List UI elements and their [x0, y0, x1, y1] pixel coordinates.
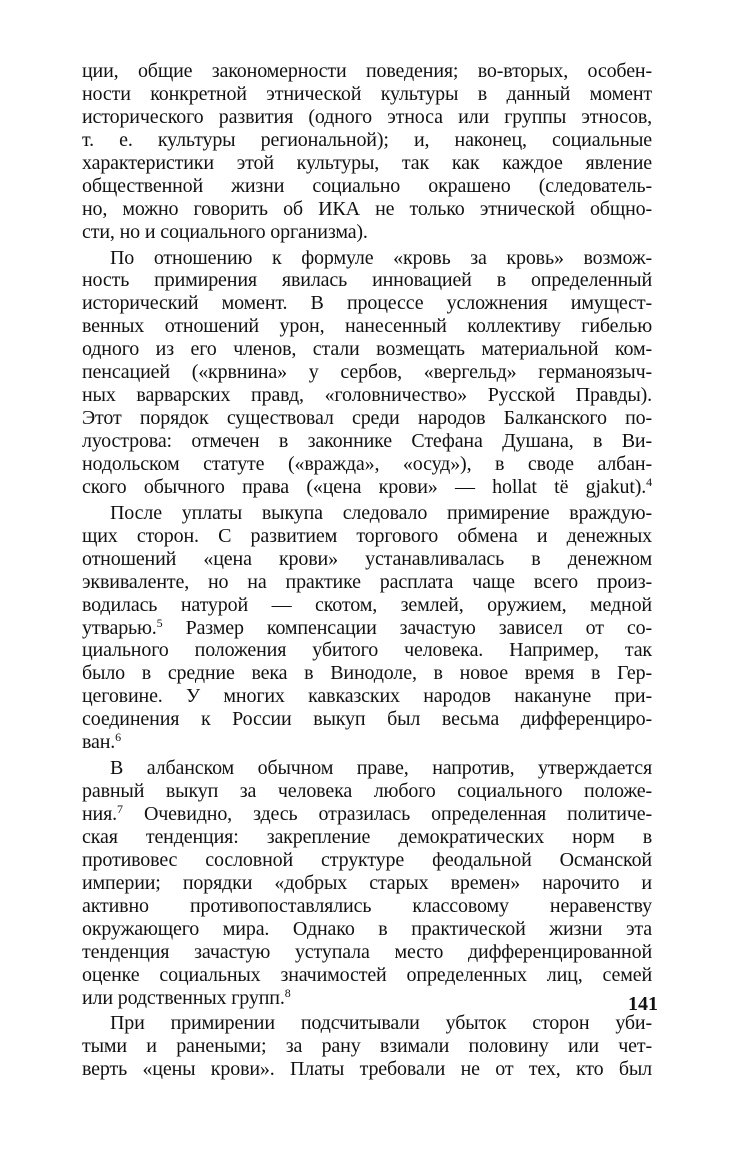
text-line: Этот порядок существовал среди народов Балканского по- [82, 407, 652, 430]
text-line: эквиваленте, но на практике расплата чаще всего произ- [82, 570, 652, 593]
text-line: оценке социальных значимостей определенных лиц, семей [82, 963, 652, 986]
text-line: но, можно говорить об ИКА не только этнической общно- [82, 197, 652, 220]
text-line: В албанском обычном праве, напротив, утверждается [110, 757, 652, 780]
paragraph-4 [82, 757, 652, 1009]
paragraph-5 [82, 1012, 652, 1081]
text-line: исторический момент. В процессе усложнения имущест- [82, 292, 652, 315]
text-line: По отношению к формуле «кровь за кровь» возмож- [110, 246, 652, 269]
text-line: сти, но и социального организма). [82, 220, 368, 243]
text-line: одного из его членов, стали возмещать материальной ком- [82, 338, 652, 361]
text-line: венных отношений урон, нанесенный коллективу гибелью [82, 315, 652, 338]
text-line: тыми и ранеными; за рану взимали половину или чет- [82, 1035, 652, 1058]
text-line: активно противопоставлялись классовому неравенству [82, 894, 652, 917]
text-line: противовес сословной структуре феодальной Османской [82, 848, 652, 871]
footnote-marker: 5 [156, 615, 163, 630]
text-line: верть «цены крови». Платы требовали не от тех, кто был [82, 1058, 652, 1081]
text-line: циального положения убитого человека. Например, так [82, 639, 652, 662]
text-line: империи; порядки «добрых старых времен» нарочито и [82, 871, 652, 894]
text-line: пенсацией («крвнина» у сербов, «вергельд» германоязыч- [82, 361, 652, 384]
text-line: ности конкретной этнической культуры в данный момент [82, 82, 652, 105]
text-line [82, 803, 652, 826]
footnote-marker: 4 [646, 474, 652, 489]
paragraph-1 [82, 60, 652, 244]
text-line: т. е. культуры региональной); и, наконец, социальные [82, 128, 652, 151]
text-line: общественной жизни социально окрашено (следователь- [82, 174, 652, 197]
text-line: ность примирения явилась инновацией в определенный [82, 269, 652, 292]
page-number: 141 [628, 993, 658, 1015]
footnote-marker: 6 [115, 730, 122, 745]
paragraph-3 [82, 502, 652, 754]
text-line: было в средние века в Винодоле, в новое время в Гер- [82, 662, 652, 685]
text-line [82, 476, 652, 499]
text-line: окружающего мира. Однако в практической жизни эта [82, 917, 652, 940]
text-line: щих сторон. С развитием торгового обмена и денежных [82, 524, 652, 547]
page-text [82, 60, 652, 1081]
text-line: соединения к России выкуп был весьма дифференциро- [82, 708, 652, 731]
text-line: цеговине. У многих кавказских народов накануне при- [82, 685, 652, 708]
text-line [82, 731, 652, 754]
text-fragment: ван. [82, 731, 116, 754]
text-fragment: или родственных групп. [82, 986, 285, 1009]
text-fragment: Размер компенсации зачастую зависел от со- [162, 616, 652, 639]
text-fragment: утварью. [82, 616, 157, 639]
footnote-marker: 7 [117, 802, 123, 816]
text-line: отношений «цена крови» устанавливалась в денежном [82, 547, 652, 570]
text-line: тенденция зачастую уступала место дифференцированной [82, 940, 652, 963]
footnote-marker: 8 [284, 985, 291, 1000]
text-line: ская тенденция: закрепление демократических норм в [82, 825, 652, 848]
text-line: После уплаты выкупа следовало примирение враждую- [110, 501, 652, 524]
text-line: равный выкуп за человека любого социального положе- [82, 780, 652, 803]
text-fragment: Очевидно, здесь отразилась определенная политиче- [122, 803, 652, 825]
text-fragment: ского обычного права («цена крови» — hollat të gjakut). [82, 475, 647, 498]
text-line: исторического развития (одного этноса или группы этносов, [82, 105, 652, 128]
text-line: При примирении подсчитывали убыток сторон уби- [110, 1012, 652, 1035]
paragraph-2 [82, 247, 652, 499]
text-line: луострова: отмечен в законнике Стефана Душана, в Ви- [82, 430, 652, 452]
text-line: водилась натурой — скотом, землей, оружием, медной [82, 593, 652, 616]
text-line: нодольском статуте («вражда», «осуд»), в своде албан- [82, 452, 652, 475]
text-line [82, 987, 652, 1010]
text-line: характеристики этой культуры, так как каждое явление [82, 151, 652, 174]
text-line: ции, общие закономерности поведения; во-вторых, особен- [82, 60, 652, 82]
text-line: ных варварских правд, «головничество» Русской Правды). [82, 384, 652, 407]
text-fragment: ния. [82, 803, 118, 825]
text-line [82, 617, 652, 640]
